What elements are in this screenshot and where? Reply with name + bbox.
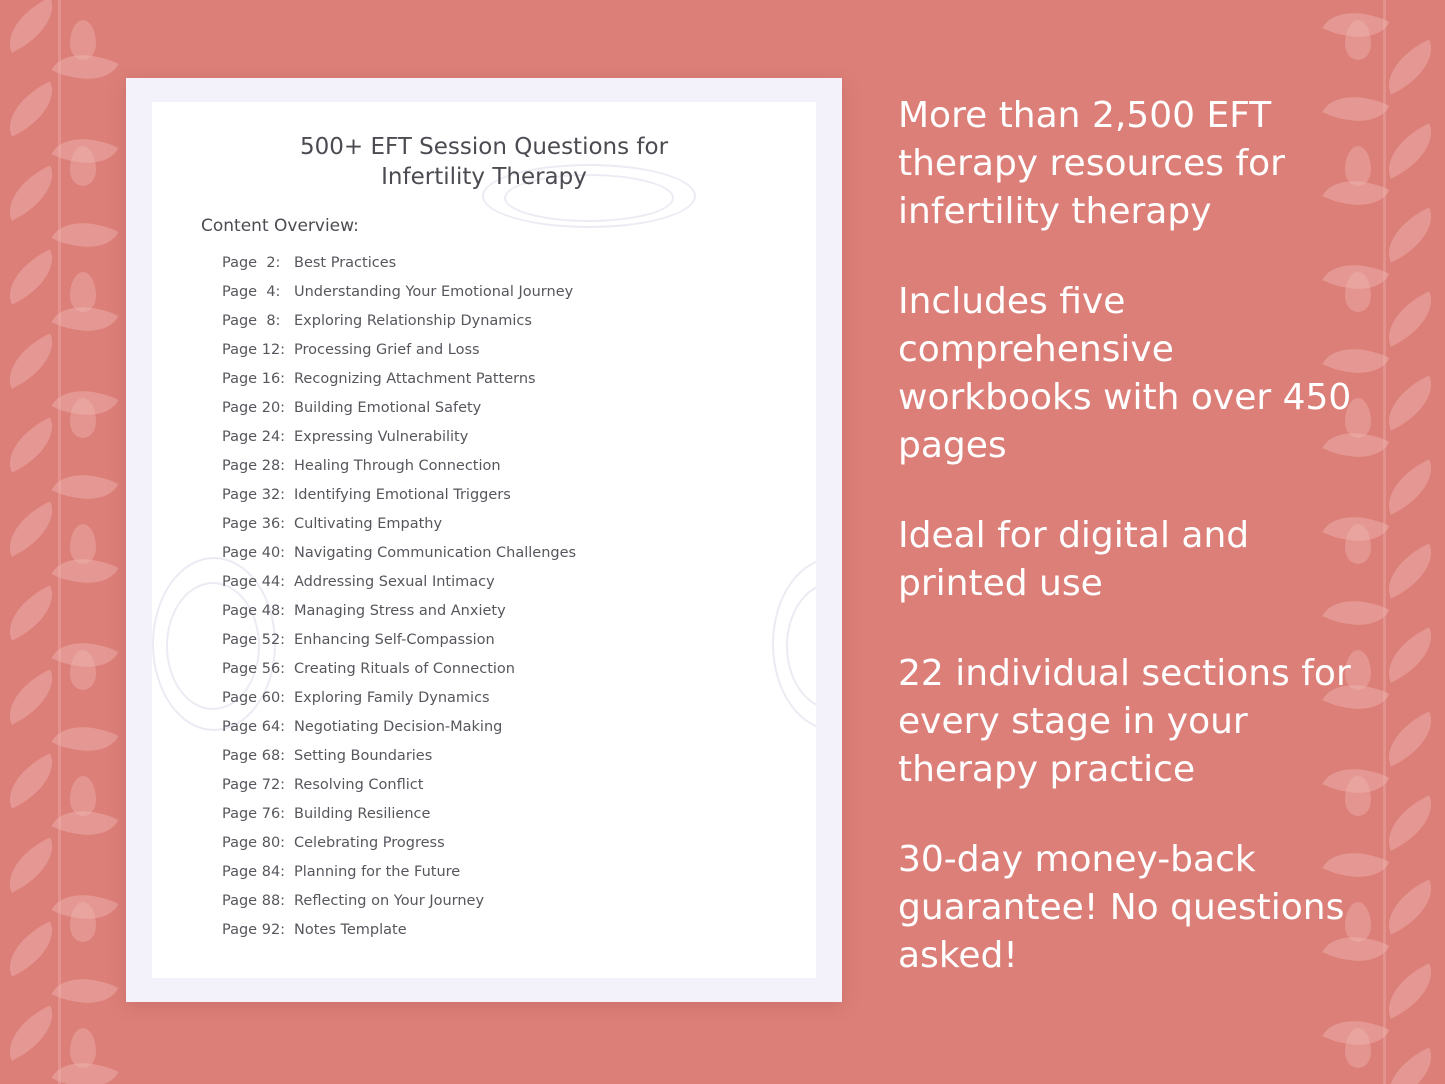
leaf-icon (52, 963, 119, 1018)
toc-page-number: Page 64: (222, 719, 286, 735)
toc-entry-label: Celebrating Progress (294, 835, 445, 851)
toc-row[interactable] (222, 690, 782, 719)
marketing-bullet-list (898, 92, 1378, 980)
leaf-icon (0, 417, 64, 472)
flower-icon (70, 902, 96, 942)
leaf-icon (52, 543, 119, 598)
toc-entry-label: Reflecting on Your Journey (294, 893, 485, 909)
toc-entry-label: Resolving Conflict (294, 777, 424, 793)
toc-entry-label: Setting Boundaries (294, 748, 433, 764)
toc-row[interactable] (222, 719, 782, 748)
leaf-icon (1377, 207, 1444, 262)
toc-row[interactable] (222, 284, 782, 313)
toc-page-number: Page 24: (222, 429, 286, 445)
flower-icon (70, 398, 96, 438)
leaf-icon (0, 0, 64, 53)
toc-page-number: Page 56: (222, 661, 286, 677)
leaf-icon (0, 501, 64, 556)
flower-icon (1345, 1028, 1371, 1068)
toc-row[interactable] (222, 313, 782, 342)
toc-row[interactable] (222, 922, 782, 951)
toc-entry-label: Notes Template (294, 922, 407, 938)
toc-entry-label: Identifying Emotional Triggers (294, 487, 511, 503)
toc-row[interactable] (222, 429, 782, 458)
leaf-icon (52, 123, 119, 178)
toc-entry-label: Exploring Relationship Dynamics (294, 313, 532, 329)
leaf-icon (1377, 963, 1444, 1018)
toc-page-number: Page 92: (222, 922, 286, 938)
toc-page-number: Page 76: (222, 806, 286, 822)
toc-row[interactable] (222, 255, 782, 284)
toc-row[interactable] (222, 487, 782, 516)
toc-page-number: Page 48: (222, 603, 286, 619)
leaf-icon (1377, 375, 1444, 430)
leaf-icon (1377, 711, 1444, 766)
leaf-icon (1377, 291, 1444, 346)
toc-row[interactable] (222, 574, 782, 603)
flower-icon (70, 1028, 96, 1068)
leaf-icon (1377, 795, 1444, 850)
leaf-icon (1377, 879, 1444, 934)
toc-page-number: Page 44: (222, 574, 286, 590)
toc-row[interactable] (222, 342, 782, 371)
toc-page-number: Page 52: (222, 632, 286, 648)
marketing-bullet: Ideal for digital and printed use (898, 515, 1250, 604)
toc-entry-label: Understanding Your Emotional Journey (294, 284, 574, 300)
leaf-icon (52, 879, 119, 934)
toc-row[interactable] (222, 806, 782, 835)
floral-border-left-decoration (0, 0, 120, 1084)
leaf-icon (0, 669, 64, 724)
toc-entry-label: Enhancing Self-Compassion (294, 632, 495, 648)
table-of-contents (222, 255, 782, 951)
toc-row[interactable] (222, 777, 782, 806)
toc-entry-label: Managing Stress and Anxiety (294, 603, 506, 619)
toc-page-number: Page 60: (222, 690, 286, 706)
leaf-icon (1377, 543, 1444, 598)
leaf-icon (0, 81, 64, 136)
toc-page-number: Page 28: (222, 458, 286, 474)
leaf-icon (52, 627, 119, 682)
leaf-icon (0, 585, 64, 640)
leaf-icon (1377, 1047, 1444, 1084)
leaf-icon (1323, 1005, 1390, 1060)
leaf-icon (1377, 123, 1444, 178)
marketing-bullet: More than 2,500 EFT therapy resources for infertility therapy (898, 95, 1285, 232)
toc-page-number: Page 40: (222, 545, 286, 561)
toc-row[interactable] (222, 545, 782, 574)
leaf-icon (52, 1047, 119, 1084)
flower-icon (70, 776, 96, 816)
leaf-icon (52, 375, 119, 430)
leaf-icon (52, 39, 119, 94)
toc-row[interactable] (222, 748, 782, 777)
flower-icon (70, 524, 96, 564)
flower-icon (70, 146, 96, 186)
toc-page-number: Page 4: (222, 284, 281, 300)
toc-row[interactable] (222, 458, 782, 487)
toc-entry-label: Planning for the Future (294, 864, 461, 880)
toc-entry-label: Recognizing Attachment Patterns (294, 371, 536, 387)
toc-entry-label: Processing Grief and Loss (294, 342, 480, 358)
leaf-icon (0, 249, 64, 304)
flower-icon (1345, 20, 1371, 60)
marketing-bullet: 22 individual sections for every stage in your therapy practice (898, 653, 1351, 790)
toc-entry-label: Building Emotional Safety (294, 400, 482, 416)
toc-row[interactable] (222, 603, 782, 632)
toc-entry-label: Navigating Communication Challenges (294, 545, 577, 561)
toc-page-number: Page 88: (222, 893, 286, 909)
leaf-icon (0, 753, 64, 808)
document-title (152, 132, 816, 192)
toc-page-number: Page 80: (222, 835, 286, 851)
mandala-watermark-icon (786, 582, 816, 710)
toc-entry-label: Exploring Family Dynamics (294, 690, 490, 706)
toc-row[interactable] (222, 835, 782, 864)
document-title-line-1: 500+ EFT Session Questions for (299, 134, 669, 160)
toc-entry-label: Healing Through Connection (294, 458, 501, 474)
leaf-icon (52, 459, 119, 514)
toc-page-number: Page 36: (222, 516, 286, 532)
leaf-icon (1323, 0, 1390, 53)
toc-entry-label: Expressing Vulnerability (294, 429, 469, 445)
flower-icon (70, 650, 96, 690)
marketing-bullet: Includes five comprehensive workbooks with over 450 pages (898, 281, 1352, 466)
toc-entry-label: Creating Rituals of Connection (294, 661, 515, 677)
content-overview-label: Content Overview: (201, 216, 359, 236)
leaf-icon (1377, 627, 1444, 682)
leaf-icon (52, 207, 119, 262)
toc-page-number: Page 72: (222, 777, 286, 793)
toc-page-number: Page 16: (222, 371, 286, 387)
toc-entry-label: Cultivating Empathy (294, 516, 443, 532)
toc-page-number: Page 32: (222, 487, 286, 503)
leaf-icon (52, 291, 119, 346)
flower-icon (70, 20, 96, 60)
leaf-icon (1377, 39, 1444, 94)
leaf-icon (52, 795, 119, 850)
marketing-bullet: 30-day money-back guarantee! No questions asked! (898, 839, 1345, 976)
leaf-icon (0, 165, 64, 220)
toc-page-number: Page 20: (222, 400, 286, 416)
leaf-icon (1377, 459, 1444, 514)
toc-row[interactable] (222, 893, 782, 922)
toc-page-number: Page 8: (222, 313, 281, 329)
leaf-icon (0, 333, 64, 388)
toc-entry-label: Best Practices (294, 255, 397, 271)
toc-page-number: Page 12: (222, 342, 286, 358)
leaf-icon (52, 711, 119, 766)
toc-entry-label: Negotiating Decision-Making (294, 719, 503, 735)
toc-entry-label: Building Resilience (294, 806, 431, 822)
leaf-icon (0, 837, 64, 892)
toc-row[interactable] (222, 661, 782, 690)
toc-row[interactable] (222, 632, 782, 661)
toc-row[interactable] (222, 371, 782, 400)
toc-row[interactable] (222, 864, 782, 893)
toc-page-number: Page 2: (222, 255, 281, 271)
toc-row[interactable] (222, 516, 782, 545)
toc-row[interactable] (222, 400, 782, 429)
document-title-line-2: Infertility Therapy (381, 164, 587, 190)
leaf-icon (0, 921, 64, 976)
leaf-icon (0, 1005, 64, 1060)
toc-entry-label: Addressing Sexual Intimacy (294, 574, 495, 590)
flower-icon (70, 272, 96, 312)
toc-page-number: Page 84: (222, 864, 286, 880)
toc-page-number: Page 68: (222, 748, 286, 764)
